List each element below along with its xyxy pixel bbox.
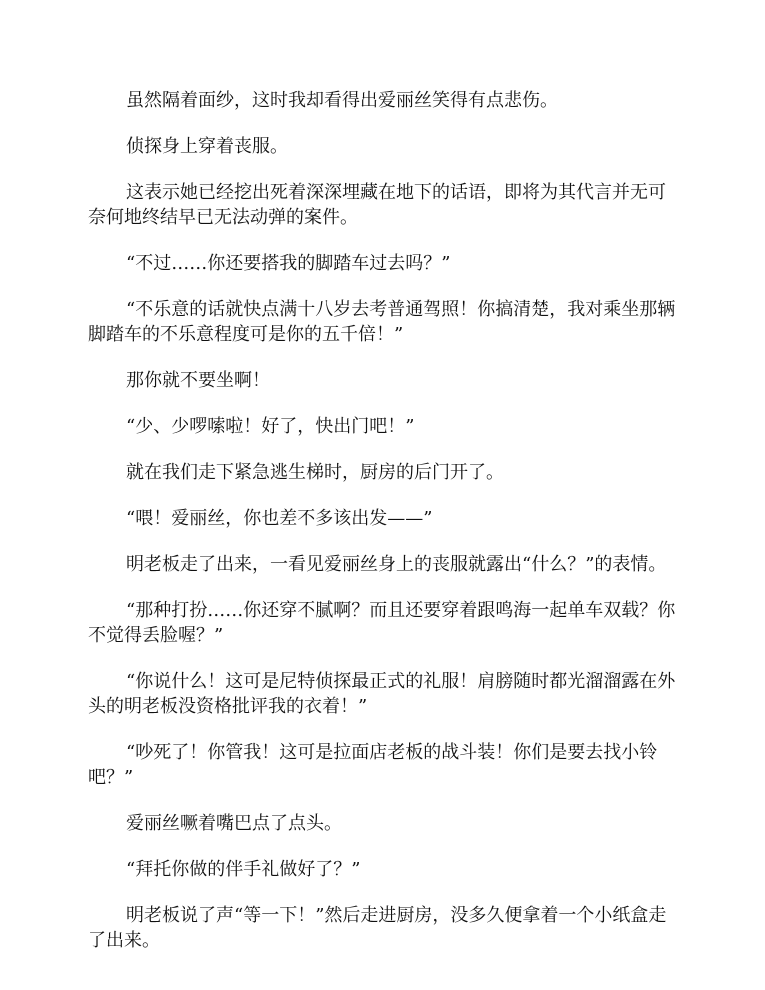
paragraph: “吵死了！你管我！这可是拉面店老板的战斗装！你们是要去找小铃吧？” bbox=[88, 742, 658, 788]
paragraph: 就在我们走下紧急逃生梯时，厨房的后门开了。 bbox=[126, 462, 504, 483]
paragraph: “喂！爱丽丝，你也差不多该出发——” bbox=[126, 508, 433, 529]
paragraph: “那种打扮……你还穿不腻啊？而且还要穿着跟鸣海一起单车双载？你不觉得丢脸喔？” bbox=[88, 600, 676, 646]
paragraph: 侦探身上穿着丧服。 bbox=[126, 136, 288, 157]
paragraph: “拜托你做的伴手礼做好了？” bbox=[126, 859, 361, 880]
paragraph: 这表示她已经挖出死着深深埋藏在地下的话语，即将为其代言并无可奈何地终结早已无法动弹的案件。 bbox=[88, 182, 666, 228]
paragraph: “不乐意的话就快点满十八岁去考普通驾照！你搞清楚，我对乘坐那辆脚踏车的不乐意程度可是你的五千倍！” bbox=[88, 299, 676, 345]
paragraph: 虽然隔着面纱，这时我却看得出爱丽丝笑得有点悲伤。 bbox=[126, 90, 558, 111]
paragraph: “你说什么！这可是尼特侦探最正式的礼服！肩膀随时都光溜溜露在外头的明老板没资格批评我的衣着！” bbox=[88, 671, 676, 717]
paragraph: 明老板走了出来，一看见爱丽丝身上的丧服就露出“什么？”的表情。 bbox=[126, 554, 667, 575]
document-page bbox=[88, 88, 680, 974]
paragraph: “少、少啰嗦啦！好了，快出门吧！” bbox=[126, 416, 415, 437]
paragraph: 那你就不要坐啊！ bbox=[126, 370, 270, 391]
paragraph: 明老板说了声“等一下！”然后走进厨房，没多久便拿着一个小纸盒走了出来。 bbox=[88, 905, 667, 951]
paragraph: “不过……你还要搭我的脚踏车过去吗？” bbox=[126, 253, 451, 274]
paragraph: 爱丽丝噘着嘴巴点了点头。 bbox=[126, 813, 342, 834]
